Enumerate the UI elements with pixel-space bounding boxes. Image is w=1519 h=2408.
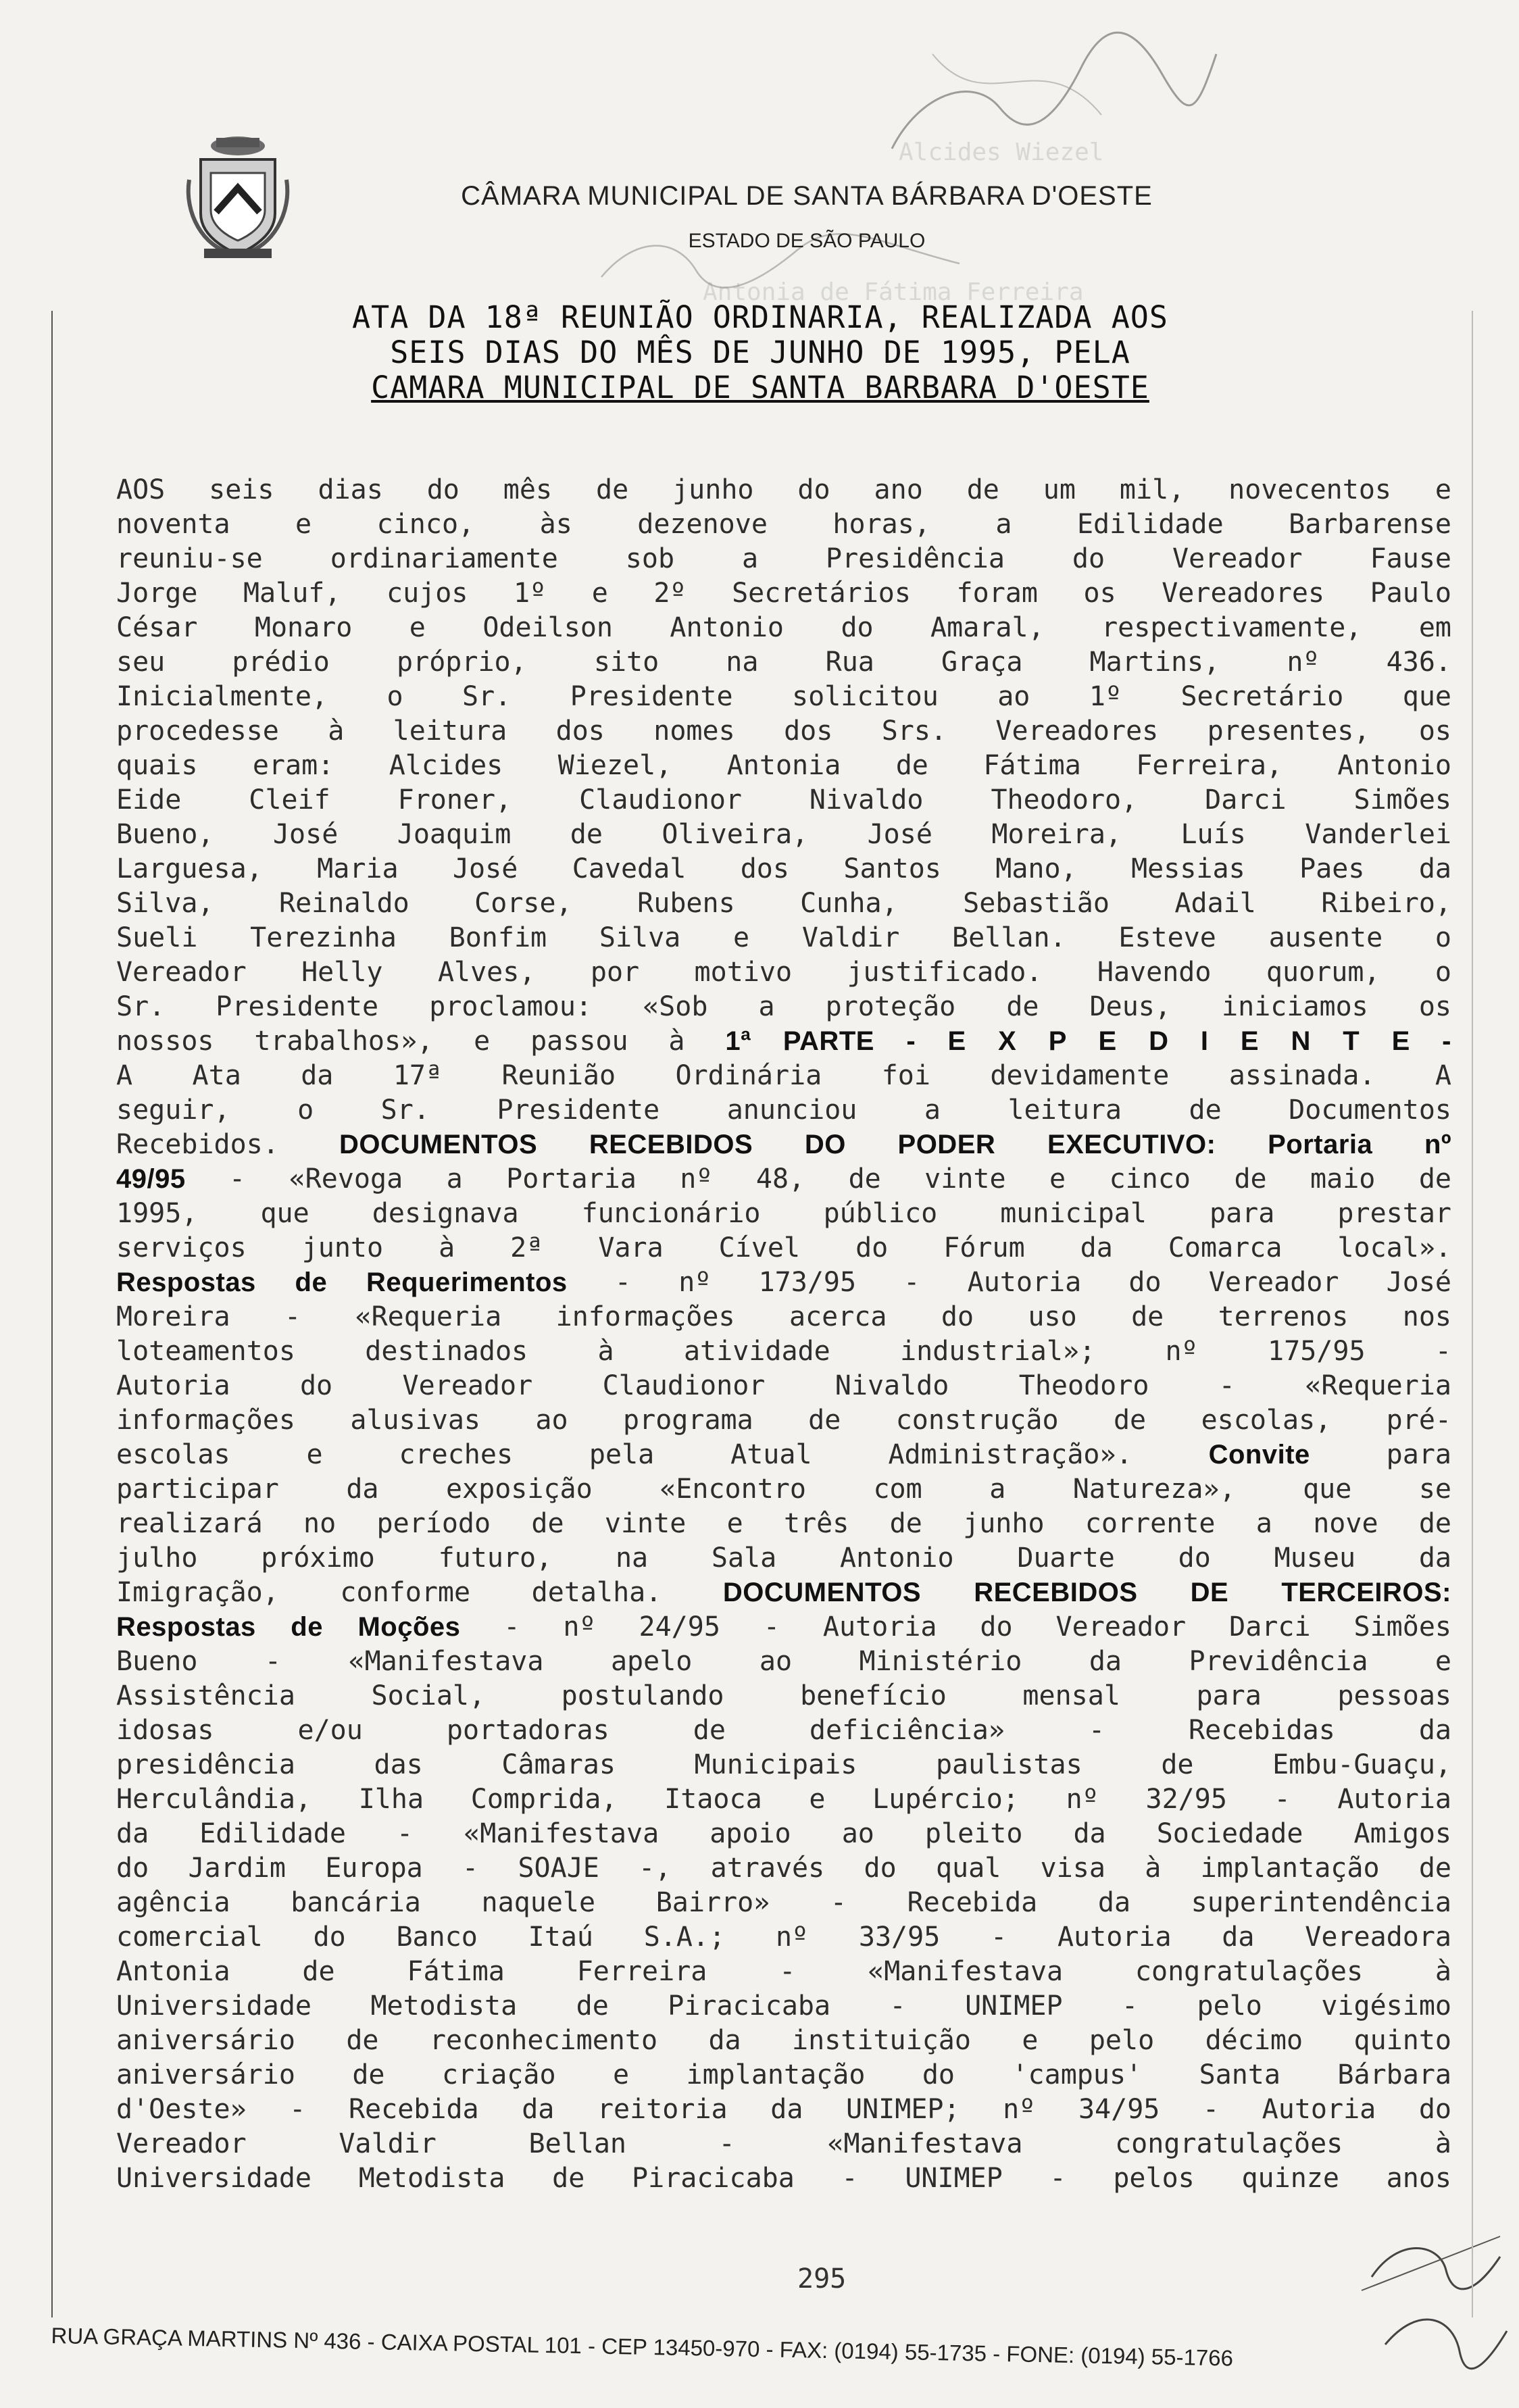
body-line <box>116 1576 1451 1610</box>
body-line: seguir, o Sr. Presidente anunciou a leitura de Documentos <box>116 1095 1451 1126</box>
body-line: do Jardim Europa - SOAJE -, através do qual visa à implantação de <box>116 1853 1451 1884</box>
body-line: comercial do Banco Itaú S.A.; nº 33/95 - Autoria da Vereadora <box>116 1922 1451 1953</box>
organization-name: CÂMARA MUNICIPAL DE SANTA BÁRBARA D'OESTE <box>461 181 1153 211</box>
body-line <box>116 1024 1451 1059</box>
left-margin-rule <box>51 311 53 2317</box>
body-line: Jorge Maluf, cujos 1º e 2º Secretários foram os Vereadores Paulo <box>116 578 1451 609</box>
body-line: Vereador Valdir Bellan - «Manifestava congratulações à <box>116 2128 1451 2159</box>
body-line: Universidade Metodista de Piracicaba - UNIMEP - pelos quinze anos <box>116 2163 1451 2194</box>
signature-top <box>878 14 1230 189</box>
minutes-title <box>270 300 1250 405</box>
body-line: 1995, que designava funcionário público municipal para prestar <box>116 1198 1451 1229</box>
title-line: ATA DA 18ª REUNIÃO ORDINARIA, REALIZADA AOS <box>352 299 1168 335</box>
section-heading-requerimentos: Respostas de Requerimentos <box>116 1268 568 1297</box>
portaria-number: 49/95 <box>116 1164 186 1194</box>
body-line: da Edilidade - «Manifestava apoio ao pleito da Sociedade Amigos <box>116 1818 1451 1849</box>
body-line: loteamentos destinados à atividade industrial»; nº 175/95 - <box>116 1336 1451 1367</box>
body-line: Eide Cleif Froner, Claudionor Nivaldo Theodoro, Darci Simões <box>116 784 1451 816</box>
body-text: para <box>1310 1439 1451 1470</box>
minutes-body <box>116 473 1451 2196</box>
body-line: reuniu-se ordinariamente sob a Presidência do Vereador Fause <box>116 543 1451 574</box>
body-text: - nº 24/95 - Autoria do Vereador Darci Simões <box>460 1611 1452 1642</box>
body-line: Larguesa, Maria José Cavedal dos Santos Mano, Messias Paes da <box>116 853 1451 884</box>
body-line: seu prédio próprio, sito na Rua Graça Martins, nº 436. <box>116 647 1451 678</box>
body-line <box>116 1265 1451 1300</box>
body-line: César Monaro e Odeilson Antonio do Amaral, respectivamente, em <box>116 612 1451 643</box>
section-heading-convite: Convite <box>1208 1440 1310 1470</box>
body-line <box>116 1128 1451 1162</box>
section-heading-third-party-docs: DOCUMENTOS RECEBIDOS DE TERCEIROS: <box>722 1578 1451 1607</box>
body-text: nossos trabalhos», e passou à <box>116 1026 726 1057</box>
body-text: escolas e creches pela Atual Administração». <box>116 1439 1209 1470</box>
body-text: - «Revoga a Portaria nº 48, de vinte e cinco de maio de <box>185 1163 1451 1195</box>
title-line: SEIS DIAS DO MÊS DE JUNHO DE 1995, PELA <box>390 334 1130 370</box>
body-line: Autoria do Vereador Claudionor Nivaldo Theodoro - «Requeria <box>116 1370 1451 1401</box>
body-line: Vereador Helly Alves, por motivo justificado. Havendo quorum, o <box>116 957 1451 988</box>
body-line: procedesse à leitura dos nomes dos Srs. Vereadores presentes, os <box>116 716 1451 747</box>
body-line: informações alusivas ao programa de construção de escolas, pré- <box>116 1405 1451 1436</box>
title-line: CAMARA MUNICIPAL DE SANTA BARBARA D'OESTE <box>371 370 1149 405</box>
body-line: Antonia de Fátima Ferreira - «Manifestava congratulações à <box>116 1956 1451 1987</box>
page-number: 295 <box>797 2263 847 2294</box>
body-text: Recebidos. <box>116 1129 339 1160</box>
bleed-through-text: Alcides Wiezel <box>899 139 1104 166</box>
body-line: Inicialmente, o Sr. Presidente solicitou ao 1º Secretário que <box>116 681 1451 712</box>
body-line: d'Oeste» - Recebida da reitoria da UNIMEP; nº 34/95 - Autoria do <box>116 2094 1451 2125</box>
body-line: realizará no período de vinte e três de junho corrente a nove de <box>116 1508 1451 1539</box>
section-heading-mocoes: Respostas de Moções <box>116 1612 461 1642</box>
body-line: Universidade Metodista de Piracicaba - UNIMEP - pelo vigésimo <box>116 1990 1451 2022</box>
body-line: julho próximo futuro, na Sala Antonio Duarte do Museu da <box>116 1542 1451 1574</box>
body-line: idosas e/ou portadoras de deficiência» - Recebidas da <box>116 1715 1451 1746</box>
section-heading-expediente: 1ª PARTE - E X P E D I E N T E - <box>725 1026 1452 1056</box>
bleed-through-text: Antonia de Fátima Ferreira <box>703 278 1084 306</box>
body-line: serviços junto à 2ª Vara Cível do Fórum da Comarca local». <box>116 1232 1451 1263</box>
body-line: Bueno, José Joaquim de Oliveira, José Moreira, Luís Vanderlei <box>116 819 1451 850</box>
body-line: Herculândia, Ilha Comprida, Itaoca e Lupércio; nº 32/95 - Autoria <box>116 1784 1451 1815</box>
letterhead-footer: RUA GRAÇA MARTINS Nº 436 - CAIXA POSTAL 101 - CEP 13450-970 - FAX: (0194) 55-1735 - FONE: (0194) 55-1766 <box>51 2323 1234 2371</box>
body-line: agência bancária naquele Bairro» - Recebida da superintendência <box>116 1887 1451 1918</box>
body-line: participar da exposição «Encontro com a Natureza», que se <box>116 1474 1451 1505</box>
body-line: aniversário de reconhecimento da instituição e pelo décimo quinto <box>116 2025 1451 2056</box>
body-line: aniversário de criação e implantação do 'campus' Santa Bárbara <box>116 2059 1451 2090</box>
body-line: Silva, Reinaldo Corse, Rubens Cunha, Sebastião Adail Ribeiro, <box>116 888 1451 919</box>
body-line: quais eram: Alcides Wiezel, Antonia de Fátima Ferreira, Antonio <box>116 750 1451 781</box>
body-line: noventa e cinco, às dezenove horas, a Edilidade Barbarense <box>116 509 1451 540</box>
body-line: A Ata da 17ª Reunião Ordinária foi devidamente assinada. A <box>116 1060 1451 1091</box>
right-margin-rule <box>1472 311 1473 2317</box>
body-line <box>116 1610 1451 1645</box>
body-line: Moreira - «Requeria informações acerca do uso de terrenos nos <box>116 1301 1451 1332</box>
body-line: Sr. Presidente proclamou: «Sob a proteção de Deus, iniciamos os <box>116 991 1451 1022</box>
section-heading-executive-docs: DOCUMENTOS RECEBIDOS DO PODER EXECUTIVO: Portaria nº <box>339 1130 1452 1159</box>
body-line <box>116 1438 1451 1472</box>
body-text: - nº 173/95 - Autoria do Vereador José <box>567 1267 1451 1298</box>
body-line <box>116 1162 1451 1197</box>
body-line: presidência das Câmaras Municipais paulistas de Embu-Guaçu, <box>116 1749 1451 1780</box>
body-text: Imigração, conforme detalha. <box>116 1577 723 1608</box>
body-line: Sueli Terezinha Bonfim Silva e Valdir Bellan. Esteve ausente o <box>116 922 1451 953</box>
body-line: Bueno - «Manifestava apelo ao Ministério da Previdência e <box>116 1646 1451 1677</box>
organization-state: ESTADO DE SÃO PAULO <box>688 230 926 252</box>
body-line: Assistência Social, postulando benefício mensal para pessoas <box>116 1680 1451 1711</box>
body-line: AOS seis dias do mês de junho do ano de um mil, novecentos e <box>116 474 1451 505</box>
